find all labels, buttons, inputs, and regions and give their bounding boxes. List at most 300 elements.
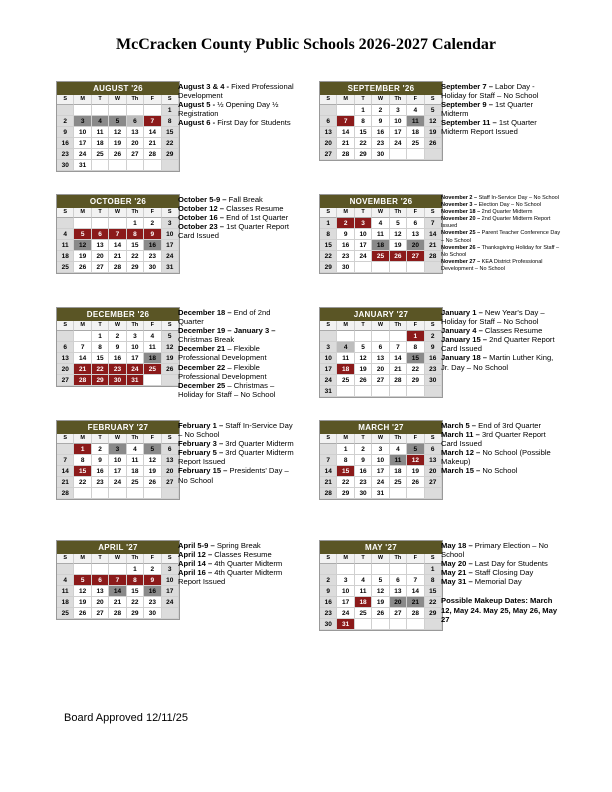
day-cell: 23	[92, 477, 109, 488]
week-row	[57, 240, 179, 251]
day-cell	[74, 218, 91, 229]
calendar-note	[441, 577, 559, 586]
day-cell: 6	[127, 116, 144, 127]
day-cell: 19	[162, 353, 179, 364]
note-date: March 12 –	[441, 448, 481, 458]
day-cell: 16	[144, 586, 161, 597]
day-cell: 3	[372, 444, 389, 455]
day-cell: 31	[162, 262, 179, 273]
day-cell	[162, 608, 179, 619]
note-text: ½ Opening Day ½ Registration	[178, 100, 279, 119]
week-row	[320, 105, 442, 116]
day-cell: 2	[92, 444, 109, 455]
day-cell: 4	[355, 575, 372, 586]
day-cell: 15	[425, 586, 442, 597]
day-cell: 2	[57, 116, 74, 127]
day-cell: 19	[74, 251, 91, 262]
day-cell: 7	[425, 218, 442, 229]
weekday-label: M	[74, 434, 91, 444]
day-cell: 22	[127, 597, 144, 608]
day-cell: 28	[407, 608, 424, 619]
weekday-label: T	[92, 434, 109, 444]
day-cell: 16	[425, 353, 442, 364]
day-cell: 23	[372, 138, 389, 149]
day-cell: 24	[162, 597, 179, 608]
note-text: Staff In-Service Day – No School	[477, 195, 559, 201]
weekday-label: F	[144, 208, 161, 218]
day-cell: 24	[337, 608, 354, 619]
day-cell: 29	[127, 262, 144, 273]
day-cell: 9	[144, 229, 161, 240]
day-cell: 9	[92, 455, 109, 466]
day-cell: 7	[74, 342, 91, 353]
day-cell: 26	[407, 477, 424, 488]
day-cell: 18	[57, 597, 74, 608]
note-text: Last Day for Students	[472, 559, 548, 569]
weekday-label: S	[57, 95, 74, 105]
calendar-note	[441, 216, 563, 230]
weekday-label: F	[407, 208, 424, 218]
week-row	[320, 608, 442, 619]
day-cell: 25	[372, 251, 389, 262]
note-date: November 20 –	[441, 216, 481, 223]
note-date: September 9 –	[441, 100, 493, 110]
day-cell: 16	[92, 466, 109, 477]
day-cell	[92, 160, 109, 171]
calendar-note	[178, 568, 296, 586]
day-cell: 18	[337, 364, 354, 375]
day-cell: 5	[109, 116, 126, 127]
weekday-label: W	[109, 208, 126, 218]
weekday-label: F	[407, 95, 424, 105]
calendar-note	[441, 448, 559, 466]
day-cell	[390, 386, 407, 397]
day-cell: 20	[372, 364, 389, 375]
day-cell: 5	[390, 218, 407, 229]
day-cell	[127, 105, 144, 116]
week-row	[320, 575, 442, 586]
day-cell: 19	[372, 597, 389, 608]
note-text: 2nd Quarter Midterm	[480, 209, 533, 216]
day-cell: 10	[372, 455, 389, 466]
day-cell: 4	[390, 444, 407, 455]
day-cell: 14	[390, 353, 407, 364]
day-cell: 30	[372, 149, 389, 160]
day-cell: 27	[57, 375, 74, 386]
day-cell: 12	[390, 229, 407, 240]
calendar-note	[178, 195, 296, 204]
weekday-label: S	[425, 554, 442, 564]
week-row	[57, 375, 179, 386]
day-cell: 1	[74, 444, 91, 455]
weekday-row	[57, 208, 179, 218]
day-cell: 17	[127, 353, 144, 364]
day-cell: 27	[92, 608, 109, 619]
calendar-note	[441, 209, 563, 216]
week-row	[320, 331, 442, 342]
calendar-note	[178, 344, 296, 362]
week-row	[57, 127, 179, 138]
weekday-label: F	[407, 434, 424, 444]
note-text: Staff Closing Day	[472, 568, 534, 578]
week-row	[57, 586, 179, 597]
notes-feb	[178, 421, 296, 485]
day-cell	[74, 105, 91, 116]
week-row	[320, 597, 442, 608]
day-cell: 30	[57, 160, 74, 171]
day-cell	[92, 488, 109, 499]
day-cell: 10	[162, 229, 179, 240]
day-cell: 1	[355, 105, 372, 116]
weekday-label: S	[57, 434, 74, 444]
note-date: February 15 –	[178, 466, 228, 476]
day-cell: 22	[127, 251, 144, 262]
day-cell: 23	[57, 149, 74, 160]
day-cell: 2	[372, 105, 389, 116]
weekday-row	[320, 554, 442, 564]
note-text: 3rd Quarter Report Card Issued	[441, 430, 546, 449]
note-date: August 3 & 4 -	[178, 82, 230, 91]
day-cell	[425, 619, 442, 630]
day-cell: 8	[355, 116, 372, 127]
weekday-label: M	[74, 321, 91, 331]
day-cell: 9	[320, 586, 337, 597]
day-cell: 24	[109, 477, 126, 488]
day-cell	[57, 331, 74, 342]
note-date: January 1 –	[441, 308, 483, 317]
weekday-row	[320, 434, 442, 444]
day-cell	[390, 488, 407, 499]
note-date: May 20 –	[441, 559, 473, 569]
day-cell: 30	[425, 375, 442, 386]
day-cell: 11	[57, 240, 74, 251]
day-cell: 5	[162, 331, 179, 342]
day-cell	[425, 262, 442, 273]
day-cell: 18	[57, 251, 74, 262]
day-cell: 6	[407, 218, 424, 229]
week-row	[57, 218, 179, 229]
day-cell: 17	[390, 127, 407, 138]
note-date: August 6 -	[178, 118, 216, 128]
weekday-label: T	[355, 321, 372, 331]
weekday-label: S	[320, 208, 337, 218]
day-cell: 2	[337, 218, 354, 229]
weekday-label: W	[109, 95, 126, 105]
day-cell: 20	[92, 597, 109, 608]
day-cell: 28	[320, 488, 337, 499]
calendar-note	[441, 466, 559, 475]
day-cell: 1	[407, 331, 424, 342]
weekday-label: Th	[390, 95, 407, 105]
day-cell: 14	[57, 466, 74, 477]
weekday-label: T	[92, 554, 109, 564]
day-cell: 6	[57, 342, 74, 353]
week-row	[57, 116, 179, 127]
day-cell: 16	[337, 240, 354, 251]
notes-apr	[178, 541, 296, 586]
day-cell	[425, 386, 442, 397]
week-row	[320, 240, 442, 251]
day-cell: 31	[372, 488, 389, 499]
day-cell: 15	[407, 353, 424, 364]
day-cell	[372, 331, 389, 342]
day-cell	[109, 105, 126, 116]
note-date: November 3 –	[441, 202, 478, 209]
weekday-label: S	[57, 208, 74, 218]
note-date: November 27 –	[441, 258, 481, 265]
day-cell: 10	[74, 127, 91, 138]
day-cell: 20	[407, 240, 424, 251]
calendar-note	[178, 541, 296, 550]
calendar-note	[178, 222, 296, 240]
day-cell: 28	[337, 149, 354, 160]
day-cell	[144, 375, 161, 386]
day-cell: 18	[390, 466, 407, 477]
note-date: January 18 –	[441, 353, 488, 363]
day-cell: 31	[127, 375, 144, 386]
weekday-label: S	[425, 208, 442, 218]
day-cell: 23	[355, 477, 372, 488]
day-cell	[337, 105, 354, 116]
day-cell: 5	[74, 575, 91, 586]
day-cell: 27	[92, 262, 109, 273]
weekday-label: W	[372, 554, 389, 564]
month-header: NOVEMBER '26	[320, 195, 442, 208]
weekday-row	[57, 434, 179, 444]
weekday-label: T	[355, 95, 372, 105]
day-cell: 17	[337, 597, 354, 608]
day-cell: 13	[372, 353, 389, 364]
note-date: April 5-9 –	[178, 541, 215, 550]
day-cell: 28	[57, 488, 74, 499]
day-cell: 28	[109, 262, 126, 273]
day-cell: 11	[337, 353, 354, 364]
day-cell: 5	[407, 444, 424, 455]
day-cell: 27	[127, 149, 144, 160]
day-cell	[337, 564, 354, 575]
day-cell: 10	[355, 229, 372, 240]
note-date: September 7 –	[441, 82, 493, 91]
day-cell: 4	[127, 444, 144, 455]
note-text: Classes Resume	[482, 326, 543, 336]
day-cell: 17	[109, 466, 126, 477]
note-date: January 4 –	[441, 326, 483, 336]
weekday-label: W	[372, 434, 389, 444]
day-cell: 24	[355, 251, 372, 262]
day-cell: 18	[144, 353, 161, 364]
day-cell	[320, 564, 337, 575]
day-cell: 7	[320, 455, 337, 466]
calendar-note	[178, 466, 296, 484]
day-cell: 27	[390, 608, 407, 619]
week-row	[57, 138, 179, 149]
day-cell: 14	[407, 586, 424, 597]
day-cell: 26	[74, 262, 91, 273]
calendar-oct	[56, 194, 180, 274]
day-cell: 26	[425, 138, 442, 149]
day-cell: 31	[337, 619, 354, 630]
day-cell: 2	[425, 331, 442, 342]
week-row	[57, 455, 179, 466]
calendar-note	[178, 100, 296, 118]
day-cell: 19	[144, 466, 161, 477]
note-text: End of 1st Quarter	[224, 213, 289, 223]
month-header: OCTOBER '26	[57, 195, 179, 208]
note-text: Election Day – No School	[477, 202, 541, 209]
week-row	[57, 262, 179, 273]
day-cell: 5	[74, 229, 91, 240]
note-date: January 15 –	[441, 335, 488, 345]
week-row	[57, 105, 179, 116]
day-cell	[355, 262, 372, 273]
weekday-label: Th	[127, 434, 144, 444]
day-cell	[355, 331, 372, 342]
board-approval-note: Board Approved 12/11/25	[64, 712, 188, 724]
day-cell: 9	[425, 342, 442, 353]
day-cell: 11	[355, 586, 372, 597]
day-cell: 20	[320, 138, 337, 149]
day-cell: 16	[355, 466, 372, 477]
calendar-note	[178, 118, 296, 127]
day-cell: 3	[74, 116, 91, 127]
day-cell: 1	[127, 564, 144, 575]
calendar-note	[178, 308, 296, 326]
day-cell	[144, 105, 161, 116]
weekday-label: S	[162, 434, 179, 444]
day-cell: 4	[92, 116, 109, 127]
day-cell: 30	[320, 619, 337, 630]
weekday-label: M	[337, 321, 354, 331]
day-cell: 17	[372, 466, 389, 477]
day-cell: 2	[109, 331, 126, 342]
day-cell: 13	[127, 127, 144, 138]
day-cell: 11	[407, 116, 424, 127]
calendar-note	[441, 100, 559, 118]
week-row	[320, 488, 442, 499]
day-cell: 14	[74, 353, 91, 364]
note-date: March 15 –	[441, 466, 481, 476]
note-text: Fixed Professional Development	[178, 82, 294, 101]
day-cell: 26	[144, 477, 161, 488]
day-cell	[127, 488, 144, 499]
month-header: AUGUST '26	[57, 82, 179, 95]
day-cell: 29	[425, 608, 442, 619]
calendar-note	[441, 308, 559, 326]
week-row	[320, 342, 442, 353]
day-cell	[92, 105, 109, 116]
weekday-label: W	[372, 321, 389, 331]
day-cell: 19	[74, 597, 91, 608]
day-cell: 18	[372, 240, 389, 251]
day-cell: 6	[390, 575, 407, 586]
note-text: 2nd Quarter Midterm Report Issued	[441, 216, 551, 230]
note-date: December 19 – January 3 –	[178, 326, 276, 336]
day-cell: 19	[425, 127, 442, 138]
day-cell: 15	[337, 466, 354, 477]
note-text: Thanksgiving Holiday for Staff – No School	[441, 244, 560, 258]
note-date: December 18 –	[178, 308, 232, 317]
weekday-label: S	[57, 321, 74, 331]
day-cell: 21	[74, 364, 91, 375]
day-cell	[74, 488, 91, 499]
day-cell: 14	[144, 127, 161, 138]
week-row	[57, 229, 179, 240]
day-cell: 6	[372, 342, 389, 353]
week-row	[57, 353, 179, 364]
calendar-note	[441, 568, 559, 577]
calendar-note	[178, 363, 296, 381]
calendar-note	[441, 259, 563, 273]
week-row	[320, 364, 442, 375]
day-cell: 25	[57, 262, 74, 273]
day-cell: 1	[337, 444, 354, 455]
day-cell: 2	[144, 218, 161, 229]
week-row	[57, 444, 179, 455]
calendar-note	[441, 118, 559, 136]
day-cell: 17	[74, 138, 91, 149]
day-cell: 22	[162, 138, 179, 149]
note-date: October 16 –	[178, 213, 225, 223]
day-cell: 1	[425, 564, 442, 575]
day-cell: 2	[320, 575, 337, 586]
day-cell: 3	[162, 218, 179, 229]
calendar-note	[441, 421, 559, 430]
weekday-row	[57, 321, 179, 331]
day-cell: 12	[74, 240, 91, 251]
week-row	[57, 149, 179, 160]
weekday-label: T	[355, 554, 372, 564]
day-cell: 27	[372, 375, 389, 386]
weekday-label: F	[144, 95, 161, 105]
weekday-label: S	[425, 95, 442, 105]
weekday-label: T	[92, 321, 109, 331]
day-cell: 8	[407, 342, 424, 353]
day-cell: 21	[407, 597, 424, 608]
day-cell: 31	[74, 160, 91, 171]
note-text: Presidents' Day – No School	[178, 466, 289, 485]
day-cell: 26	[355, 375, 372, 386]
day-cell: 8	[127, 575, 144, 586]
note-date: November 26 –	[441, 244, 481, 251]
makeup-dates-note: Possible Makeup Dates: March 12, May 24. May 25, May 26, May 27	[441, 596, 558, 624]
weekday-label: S	[320, 95, 337, 105]
day-cell: 22	[337, 477, 354, 488]
day-cell: 24	[127, 364, 144, 375]
note-text: End of 2nd Quarter	[178, 308, 271, 327]
day-cell: 29	[127, 608, 144, 619]
day-cell: 16	[57, 138, 74, 149]
day-cell: 13	[57, 353, 74, 364]
day-cell: 21	[390, 364, 407, 375]
calendar-note	[178, 82, 296, 100]
note-date: April 14 –	[178, 559, 213, 569]
day-cell: 6	[92, 575, 109, 586]
day-cell: 19	[407, 466, 424, 477]
day-cell: 14	[320, 466, 337, 477]
notes-may	[441, 541, 559, 624]
day-cell: 26	[372, 608, 389, 619]
day-cell: 11	[57, 586, 74, 597]
day-cell	[337, 386, 354, 397]
week-row	[320, 375, 442, 386]
calendar-note	[441, 335, 559, 353]
day-cell: 21	[144, 138, 161, 149]
day-cell: 22	[92, 364, 109, 375]
calendar-note	[441, 326, 559, 335]
weekday-label: T	[355, 208, 372, 218]
note-date: October 23 –	[178, 222, 225, 232]
weekday-label: W	[109, 321, 126, 331]
